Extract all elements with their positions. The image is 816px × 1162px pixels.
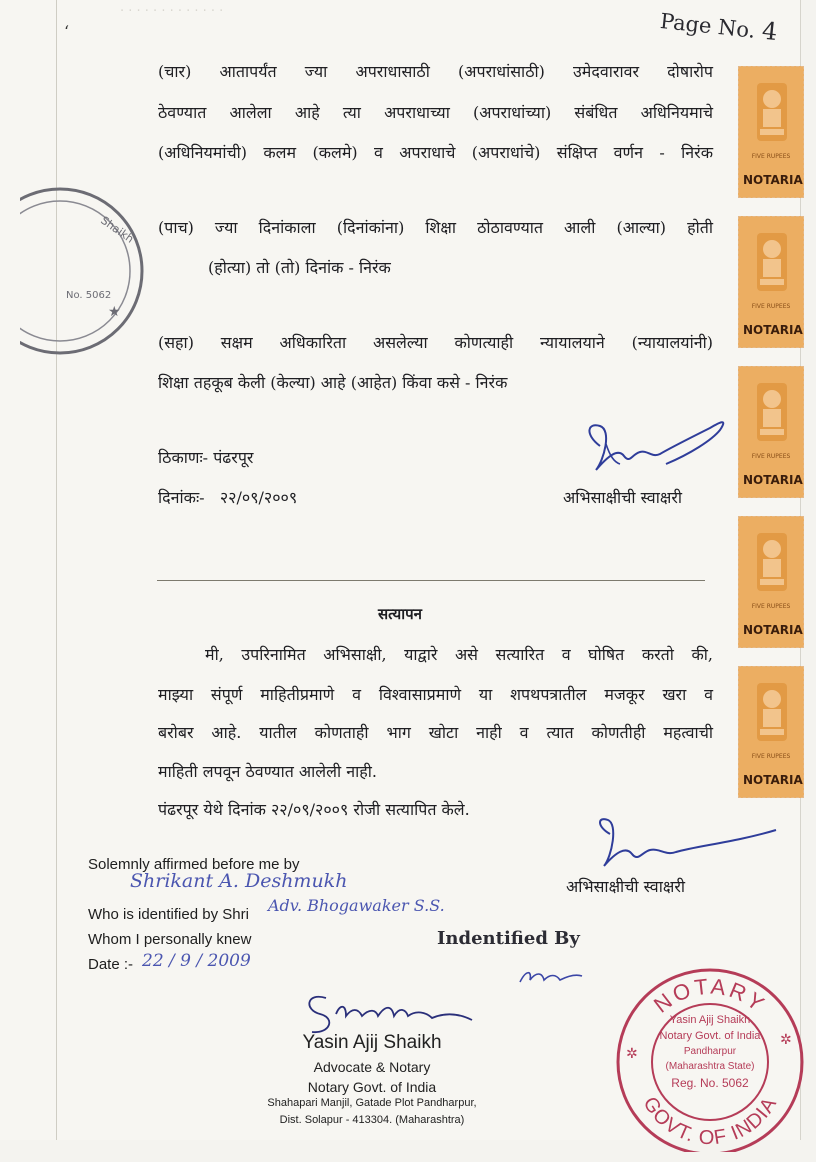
notary-name: Yasin Ajij Shaikh <box>302 1032 442 1053</box>
para-saha-line2: शिक्षा तहकूब केली (केल्या) आहे (आहेत) किंवा कसे - निरंक <box>158 373 508 392</box>
seal-line4: (Maharashtra State) <box>665 1061 755 1072</box>
stamp-label: NOTARIA <box>743 323 803 337</box>
affirmation-line3: Whom I personally knew <box>88 931 252 948</box>
notary-title: Advocate & Notary <box>313 1059 431 1075</box>
lion-emblem-icon <box>753 379 791 447</box>
seal-line5: Reg. No. 5062 <box>671 1076 749 1090</box>
revenue-stamp <box>738 66 804 198</box>
para-pach-line2: (होत्या) तो (तो) दिनांक - निरंक <box>208 258 391 277</box>
stamp-value: FIVE RUPEES <box>751 153 791 160</box>
revenue-stamp <box>738 666 804 798</box>
ghost-text: · · · · · · · · · · · · · <box>120 4 224 19</box>
left-seal-partial <box>20 186 146 356</box>
date-line <box>158 488 297 507</box>
identified-by-stamp: Indentified By <box>437 928 580 949</box>
left-seal-text2: No. 5062 <box>66 290 112 301</box>
para-char-line2: ठेवण्यात आलेला आहे त्या अपराधाच्या (अपराधांच्या) संबंधित अधिनियमाचे <box>158 103 713 122</box>
affirmation-deponent-name: Shrikant A. Deshmukh <box>130 870 348 892</box>
para-char-line3: (अधिनियमांची) कलम (कलमे) व अपराधाचे (अपराधांचे) संक्षिप्त वर्णन - निरंक <box>158 143 713 162</box>
notary-govt: Notary Govt. of India <box>307 1079 437 1095</box>
affirmation-line2: Who is identified by Shri <box>88 906 249 923</box>
verification-line4: माहिती लपवून ठेवण्यात आलेली नाही. <box>158 762 377 781</box>
verification-line3: बरोबर आहे. यातील कोणताही भाग खोटा नाही व त्यात कोणतीही महत्वाची <box>158 723 713 742</box>
place-value: पंढरपूर <box>213 448 254 467</box>
stamp-label: NOTARIA <box>743 773 803 787</box>
signature-caption-1: अभिसाक्षीची स्वाक्षरी <box>563 488 683 507</box>
stamp-label: NOTARIA <box>743 473 803 487</box>
notary-seal-rings <box>612 966 808 1152</box>
seal-star-icon: ✲ <box>626 1046 638 1062</box>
page-number-label: Page No. <box>658 8 757 43</box>
revenue-stamp <box>738 366 804 498</box>
stamp-value: FIVE RUPEES <box>751 303 791 310</box>
notary-round-seal <box>612 966 808 1162</box>
place-line <box>158 448 253 467</box>
lion-emblem-icon <box>753 79 791 147</box>
stamp-value: FIVE RUPEES <box>751 453 791 460</box>
seal-line3: Pandharpur <box>683 1046 737 1057</box>
seal-bottom-text: GOVT. OF INDIA <box>638 1093 782 1150</box>
stamp-value: FIVE RUPEES <box>751 603 791 610</box>
place-label: ठिकाणः- <box>158 448 209 467</box>
seal-top-text: NOTARY <box>648 973 772 1018</box>
page-edge-line <box>56 0 57 1140</box>
revenue-stamp <box>738 516 804 648</box>
affirmation-line1: Solemnly affirmed before me by <box>88 856 300 873</box>
notary-address-line1: Shahapari Manjil, Gatade Plot Pandharpur, <box>267 1097 477 1109</box>
seal-line1: Yasin Ajij Shaikh <box>669 1014 751 1026</box>
stamp-value: FIVE RUPEES <box>751 753 791 760</box>
para-pach-line1: (पाच) ज्या दिनांकाला (दिनांकांना) शिक्षा ठोठावण्यात आली (आल्या) होती <box>158 218 713 237</box>
seal-line2: Notary Govt. of India <box>659 1030 761 1042</box>
verification-heading: सत्यापन <box>378 605 422 623</box>
para-saha-line1: (सहा) सक्षम अधिकारिता असलेल्या कोणत्याही न्यायालयाने (न्यायालयांनी) <box>158 333 713 352</box>
stamp-label: NOTARIA <box>743 623 803 637</box>
para-char-line1: (चार) आतापर्यंत ज्या अपराधासाठी (अपराधांसाठी) उमेदवारावर दोषारोप <box>158 62 713 81</box>
revenue-stamp <box>738 216 804 348</box>
notary-address-line2: Dist. Solapur - 413304. (Maharashtra) <box>279 1114 465 1126</box>
deponent-signature-2 <box>586 812 786 882</box>
deponent-signature-1 <box>570 404 740 486</box>
verification-line1: मी, उपरिनामित अभिसाक्षी, याद्वारे असे सत्यारित व घोषित करतो की, <box>205 645 713 664</box>
section-divider <box>157 580 705 581</box>
verification-line2: माझ्या संपूर्ण माहितीप्रमाणे व विश्वासाप्रमाणे या शपथपत्रातील मजकूर खरा व <box>158 685 713 704</box>
identifier-initials <box>516 964 586 992</box>
lion-emblem-icon <box>753 229 791 297</box>
affirmation-date-label: Date :- <box>88 956 134 973</box>
seal-star-icon: ✲ <box>780 1032 792 1048</box>
left-seal-text1: Shaikh <box>98 213 137 246</box>
verification-line5: पंढरपूर येथे दिनांक २२/०९/२००९ रोजी सत्यापित केले. <box>158 800 470 819</box>
stamp-label: NOTARIA <box>743 173 803 187</box>
date-label: दिनांकः- <box>158 488 205 507</box>
lion-emblem-icon <box>753 679 791 747</box>
affirmation-identifier-name: Adv. Bhogawaker S.S. <box>268 896 445 915</box>
affirmation-date-value: 22 / 9 / 2009 <box>142 951 251 971</box>
margin-tick: ‘ <box>64 22 70 41</box>
date-value: २२/०९/२००९ <box>219 488 298 507</box>
page-number-value: 4 <box>760 16 779 47</box>
lion-emblem-icon <box>753 529 791 597</box>
left-seal-star-icon: ★ <box>108 304 121 320</box>
signature-caption-2: अभिसाक्षीची स्वाक्षरी <box>566 877 686 896</box>
